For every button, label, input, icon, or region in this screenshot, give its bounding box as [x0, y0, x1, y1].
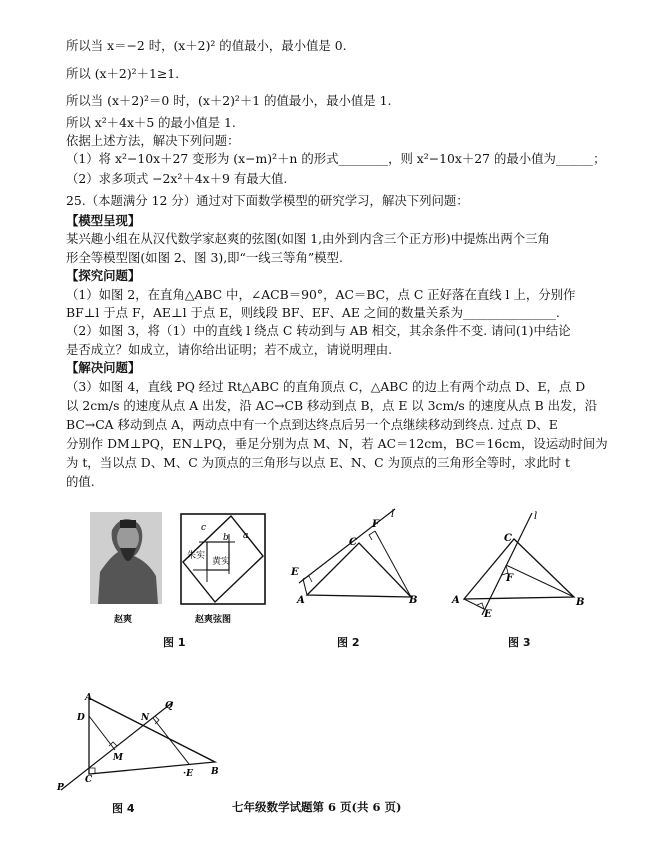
- point-c: C: [504, 533, 512, 544]
- figure-2: [285, 505, 420, 609]
- page-footer: 七年级数学试题第 6 页(共 6 页): [232, 800, 402, 814]
- figure-4: [55, 690, 230, 799]
- text-line: （2）如图 3，将（1）中的直线 l 绕点 C 转动到与 AB 相交，其余条件不变. 请问(1)中结论: [66, 323, 571, 338]
- label-huang: 黄实: [212, 557, 231, 567]
- text-line: （2）求多项式 −2x²＋4x＋9 有最大值.: [66, 171, 288, 186]
- text-line: （3）如图 4，直线 PQ 经过 Rt△ABC 的直角顶点 C，△ABC 的边上有两个动点 D、E，点 D: [66, 379, 586, 394]
- point-f: F: [506, 573, 514, 584]
- fig4-caption: 图 4: [112, 802, 135, 815]
- point-d: D: [77, 713, 85, 723]
- point-e: E: [484, 609, 492, 620]
- point-c: C: [349, 537, 357, 548]
- text-line: 某兴趣小组在从汉代数学家赵爽的弦图(如图 1,由外到内含三个正方形)中提炼出两个三角: [66, 231, 550, 246]
- text-line: 依据上述方法，解决下列问题：: [66, 133, 240, 148]
- figure-3: [450, 505, 590, 624]
- point-e: ·E: [183, 769, 193, 779]
- question-heading: 25.（本题满分 12 分）通过对下面数学模型的研究学习，解决下列问题：: [66, 193, 469, 208]
- point-f: F: [372, 519, 380, 530]
- section-heading: 【解决问题】: [66, 360, 141, 375]
- zhao-shuang-diagram: [179, 512, 267, 610]
- text-line: BC→CA 移动到点 A，两动点中有一个点到达终点后另一个点继续移动到终点. 过点 D、E: [66, 417, 558, 432]
- text-line: 所以 x²＋4x＋5 的最小值是 1.: [66, 115, 236, 130]
- point-q: Q: [165, 701, 173, 711]
- text-line: 是否成立？如成立，请你给出证明；若不成立，请说明理由.: [66, 342, 393, 357]
- point-b: B: [576, 597, 585, 608]
- section-heading: 【探究问题】: [66, 268, 141, 283]
- point-b: B: [211, 767, 219, 777]
- point-l: l: [391, 509, 395, 520]
- diagram-caption: 赵爽弦图: [195, 615, 232, 625]
- label-a: a: [243, 531, 249, 541]
- point-m: M: [113, 753, 123, 763]
- text-line: 以 2cm/s 的速度从点 A 出发，沿 AC→CB 移动到点 B，点 E 以 3cm/s 的速度从点 B 出发，沿: [66, 398, 598, 413]
- fig3-caption: 图 3: [508, 636, 531, 649]
- label-c: c: [201, 523, 207, 533]
- point-c: C: [85, 775, 93, 785]
- fig1-caption: 图 1: [163, 636, 186, 649]
- text-line: 所以当 x＝−2 时，(x＋2)² 的值最小，最小值是 0.: [66, 38, 347, 53]
- point-a: A: [297, 595, 305, 605]
- text-line: （1）将 x²−10x＋27 变形为 (x−m)²＋n 的形式________，则 x²−10x＋27 的最小值为______；: [66, 151, 606, 166]
- portrait-caption: 赵爽: [114, 615, 133, 625]
- text-line: 分别作 DM⊥PQ，EN⊥PQ，垂足分别为点 M、N，若 AC＝12cm，BC＝16cm，设运动时间为: [66, 436, 608, 451]
- text-line: （1）如图 2，在直角△ABC 中，∠ACB＝90°，AC＝BC，点 C 正好落在直线 l 上，分别作: [66, 287, 576, 302]
- point-a: A: [452, 595, 460, 606]
- point-e: E: [291, 567, 299, 578]
- text-line: 所以 (x＋2)²＋1≥1.: [66, 66, 180, 81]
- point-l: l: [534, 511, 538, 522]
- text-line: 为 t，当以点 D、M、C 为顶点的三角形与以点 E、N、C 为顶点的三角形全等时，求此时 t: [66, 455, 570, 470]
- section-heading: 【模型呈现】: [66, 213, 141, 228]
- text-line: 形全等模型图(如图 2、图 3),即“一线三等角”模型.: [66, 250, 343, 265]
- fig2-caption: 图 2: [337, 636, 360, 649]
- text-line: 所以当 (x＋2)²＝0 时，(x＋2)²＋1 的值最小，最小值是 1.: [66, 93, 392, 108]
- text-line: BF⊥l 于点 F，AE⊥l 于点 E，则线段 BF、EF、AE 之间的数量关系为_______________.: [66, 305, 560, 320]
- label-zhu: 朱实: [187, 551, 206, 561]
- point-p: P: [57, 783, 64, 793]
- label-b: b: [223, 533, 229, 543]
- point-n: N: [141, 713, 150, 723]
- point-b: B: [409, 595, 418, 605]
- text-line: 的值.: [66, 474, 95, 489]
- point-a: A: [85, 693, 92, 703]
- zhao-shuang-portrait: [90, 512, 162, 604]
